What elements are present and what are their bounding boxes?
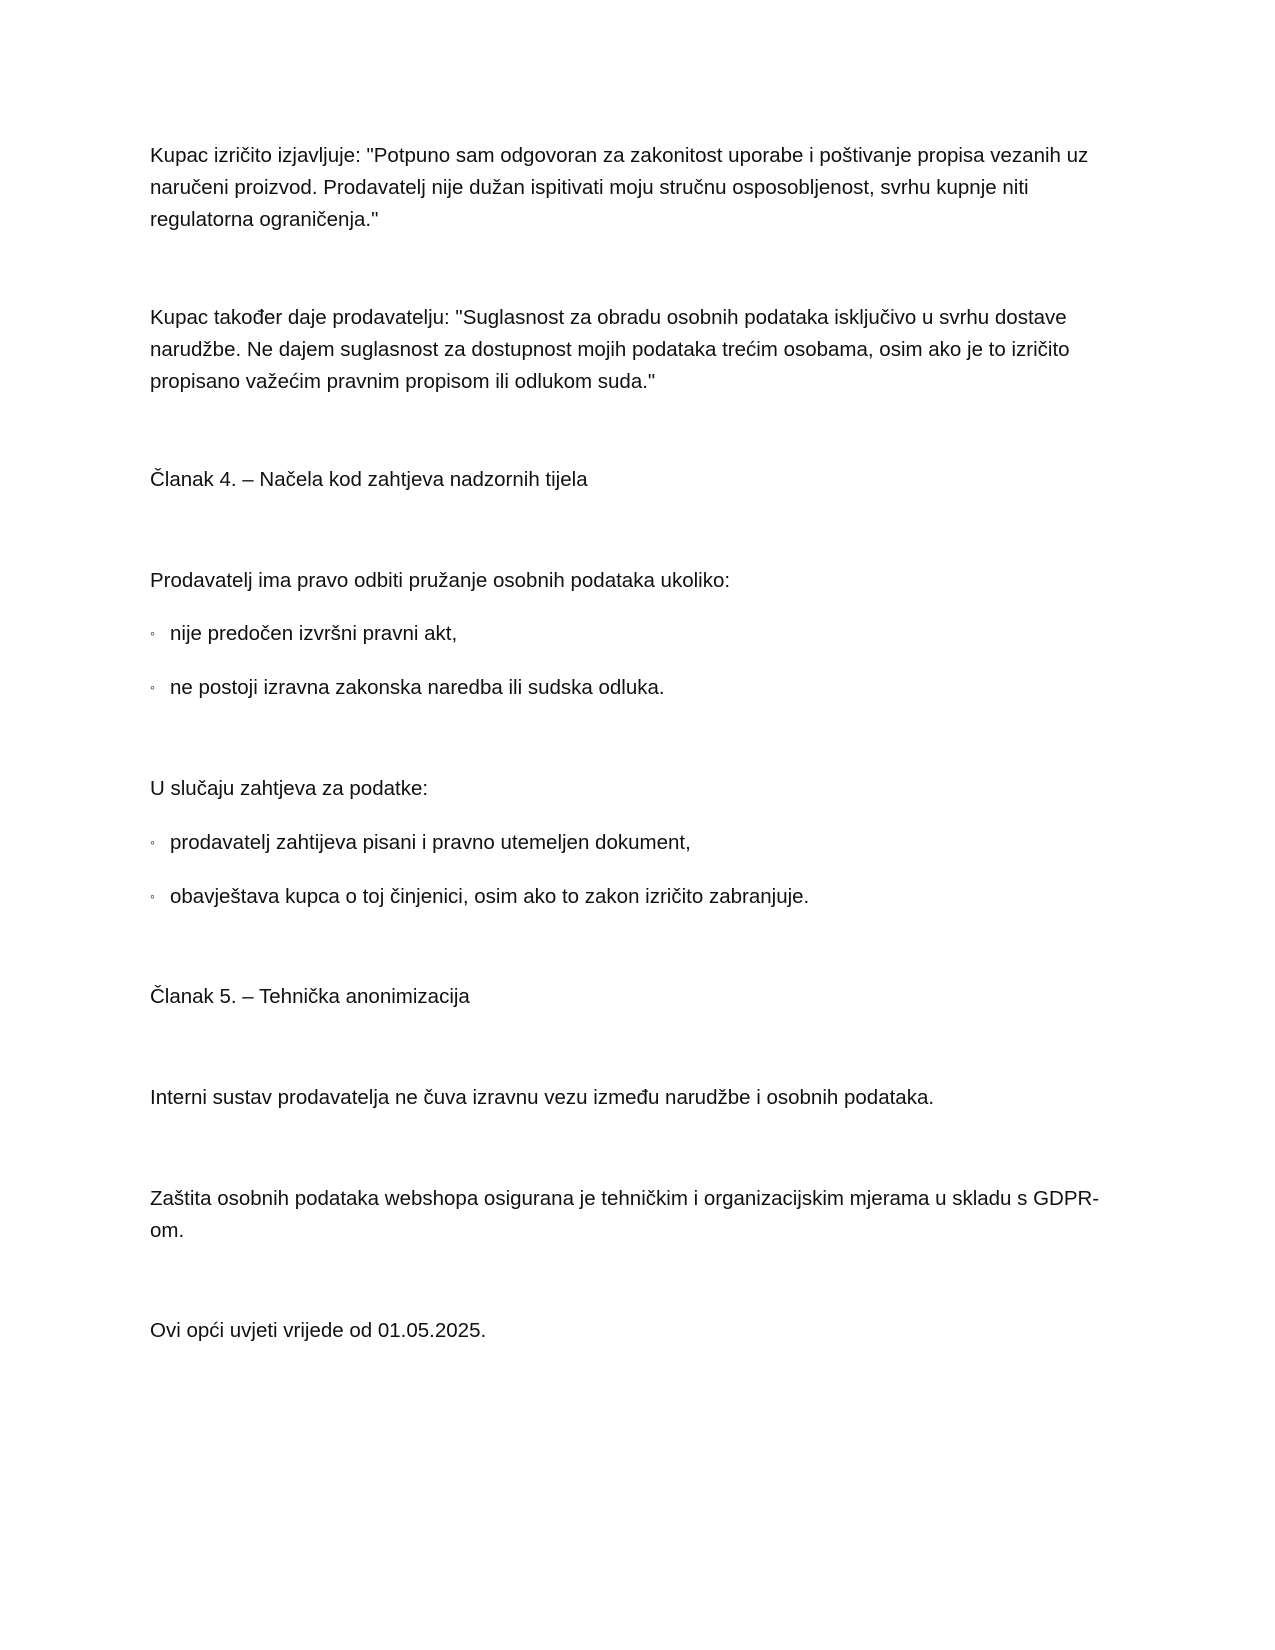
list-item bbox=[150, 671, 1120, 704]
list-item bbox=[150, 617, 1120, 650]
list-item-text: obavještava kupca o toj činjenici, osim ako to zakon izričito zabranjuje. bbox=[170, 885, 810, 908]
paragraph-data-consent: Kupac također daje prodavatelju: "Suglasnost za obradu osobnih podataka isključivo u svrhu dostave narudžbe. Ne dajem suglasnost za dostupnost mojih podataka trećim osobama, osim ako je to izričito propisano važećim pravnim propisom ili odlukom suda." bbox=[150, 306, 1070, 393]
list-item-text: nije predočen izvršni pravni akt, bbox=[170, 622, 458, 645]
list-item-text: prodavatelj zahtijeva pisani i pravno utemeljen dokument, bbox=[170, 831, 691, 854]
paragraph-gdpr: Zaštita osobnih podataka webshopa osigurana je tehničkim i organizacijskim mjerama u skladu s GDPR-om. bbox=[150, 1187, 1100, 1242]
heading-article-4: Članak 4. – Načela kod zahtjeva nadzornih tijela bbox=[150, 468, 588, 491]
bullet-icon: ◦ bbox=[150, 834, 155, 850]
list-item bbox=[150, 880, 1120, 913]
bullet-icon: ◦ bbox=[150, 888, 155, 904]
paragraph-data-request: U slučaju zahtjeva za podatke: bbox=[150, 777, 429, 800]
paragraph-refusal-right: Prodavatelj ima pravo odbiti pružanje osobnih podataka ukoliko: bbox=[150, 569, 731, 592]
list-item-text: ne postoji izravna zakonska naredba ili sudska odluka. bbox=[170, 676, 665, 699]
bullet-icon: ◦ bbox=[150, 679, 155, 695]
paragraph-anonymization: Interni sustav prodavatelja ne čuva izravnu vezu između narudžbe i osobnih podataka. bbox=[150, 1086, 935, 1109]
paragraph-effective-date: Ovi opći uvjeti vrijede od 01.05.2025. bbox=[150, 1319, 487, 1342]
paragraph-buyer-declaration: Kupac izričito izjavljuje: "Potpuno sam odgovoran za zakonitost uporabe i poštivanje propisa vezanih uz naručeni proizvod. Prodavatelj nije dužan ispitivati moju stručnu osposobljenost, svrhu kupnje niti regulatorna ograničenja." bbox=[150, 144, 1089, 231]
bullet-icon: ◦ bbox=[150, 625, 155, 641]
document-page bbox=[150, 0, 1120, 1650]
heading-article-5: Članak 5. – Tehnička anonimizacija bbox=[150, 985, 470, 1008]
list-item bbox=[150, 826, 1120, 859]
